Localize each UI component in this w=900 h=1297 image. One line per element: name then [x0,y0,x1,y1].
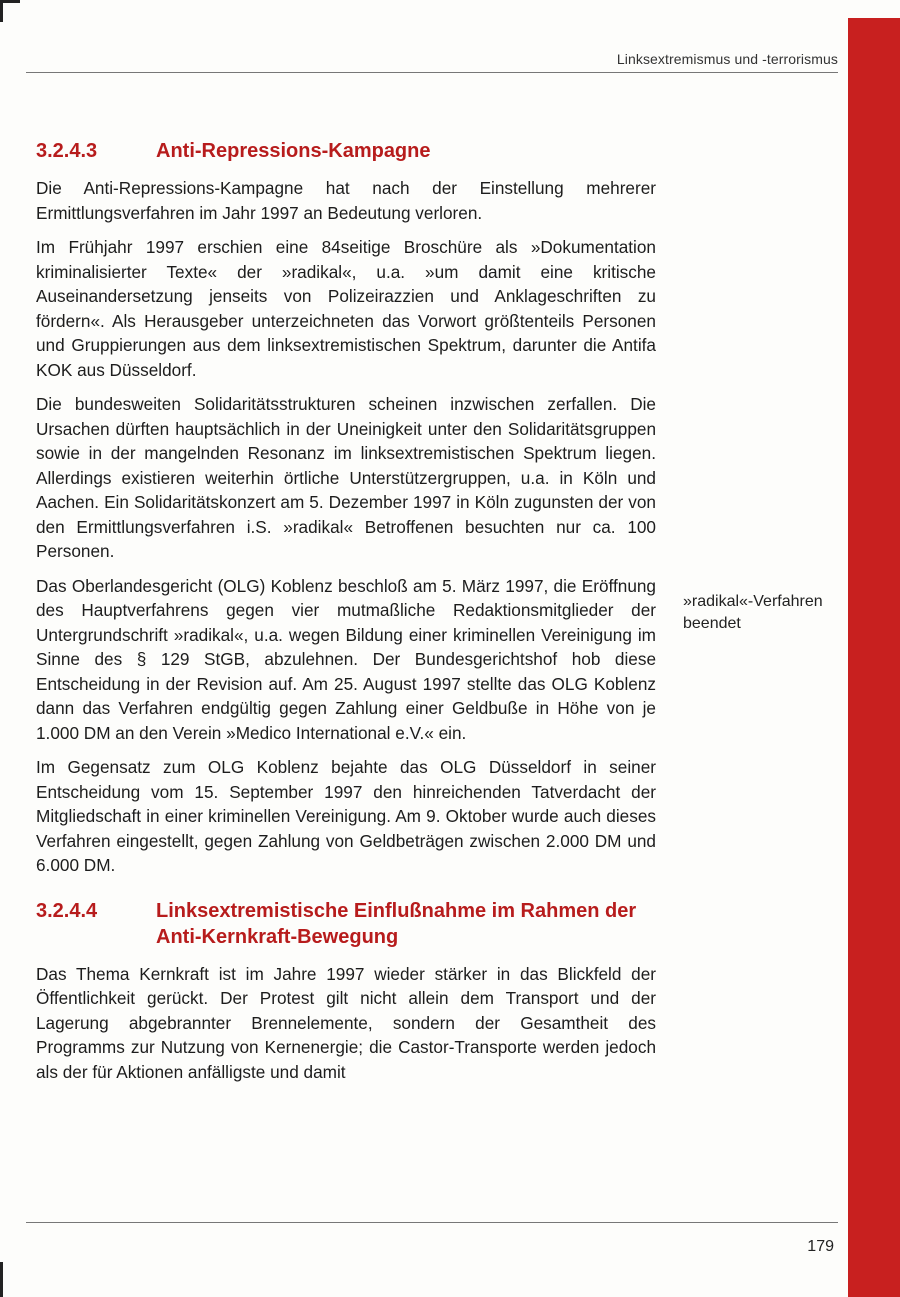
paragraph: Die bundesweiten Solidaritätsstrukturen scheinen inzwischen zerfallen. Die Ursachen dürften hauptsächlich in der Uneinigkeit unter den Solidaritätsgruppen sowie in der mangelnden Resonanz im linksextremistischen Spektrum liegen. Allerdings existieren weiterhin örtliche Unterstützergruppen, u.a. in Köln und Aachen. Ein Solidaritätskonzert am 5. Dezember 1997 in Köln zugunsten der von den Ermittlungsverfahren i.S. »radikal« Betroffenen besuchten nur ca. 100 Personen. [36,394,656,561]
page-edge-mark [0,1262,3,1297]
running-head: Linksextremismus und -terrorismus [616,51,838,67]
section-number: 3.2.4.3 [36,140,98,162]
paragraph: Im Gegensatz zum OLG Koblenz bejahte das OLG Düsseldorf in seiner Entscheidung vom 15. September 1997 den hinreichenden Tatverdacht der Mitgliedschaft in einer kriminellen Vereinigung. Am 9. Oktober wurde auch dieses Verfahren eingestellt, gegen Zahlung von Geldbeträgen zwischen 2.000 DM und 6.000 DM. [36,757,656,875]
crop-mark-vertical [0,0,3,22]
section-number: 3.2.4.4 [36,899,98,922]
section-heading [36,898,656,950]
header-rule [26,72,838,73]
paragraph: Das Oberlandesgericht (OLG) Koblenz beschloß am 5. März 1997, die Eröffnung des Hauptverfahrens gegen vier mutmaßliche Redaktionsmitglieder der Untergrundschrift »radikal«, u.a. wegen Bildung einer kriminellen Vereinigung im Sinne des § 129 StGB, abzulehnen. Der Bundesgerichtshof hob diese Entscheidung in der Revision auf. Am 25. August 1997 stellte das OLG Koblenz dann das Verfahren endgültig gegen Zahlung einer Geldbuße in Höhe von je 1.000 DM an den Verein »Medico International e.V.« ein. [36,575,656,743]
footer-rule [26,1222,838,1223]
section-title: Anti-Repressions-Kampagne [156,140,431,162]
main-text-column [36,130,656,1094]
paragraph: Das Thema Kernkraft ist im Jahre 1997 wieder stärker in das Blickfeld der Öffentlichkeit gerückt. Der Protest gilt nicht allein dem Transport und der Lagerung abgebrannter Brennelemente, sondern der Gesamtheit des Programms zur Nutzung von Kernenergie; die Castor-Transporte werden jedoch als der für Aktionen anfälligste und damit [36,963,656,1082]
paragraph: Die Anti-Repressions-Kampagne hat nach der Einstellung mehrerer Ermittlungsverfahren im Jahr 1997 an Bedeutung verloren. [36,178,656,223]
margin-note: »radikal«-Verfahren beendet [683,593,823,632]
section-title: Linksextremistische Einflußnahme im Rahmen der Anti-Kernkraft-Bewegung [156,899,637,948]
page-number: 179 [807,1238,834,1255]
section-heading [36,138,656,164]
crop-mark-horizontal [0,0,20,3]
chapter-color-bar [848,18,900,1297]
paragraph: Im Frühjahr 1997 erschien eine 84seitige Broschüre als »Dokumentation kriminalisierter Texte« der »radikal«, u.a. »um damit eine kritische Auseinandersetzung jenseits von Polizeirazzien und Anklageschriften zu fördern«. Als Herausgeber unterzeichneten das Vorwort größtenteils Personen und Gruppierungen aus dem linksextremistischen Spektrum, darunter die Antifa KOK aus Düsseldorf. [36,237,656,380]
